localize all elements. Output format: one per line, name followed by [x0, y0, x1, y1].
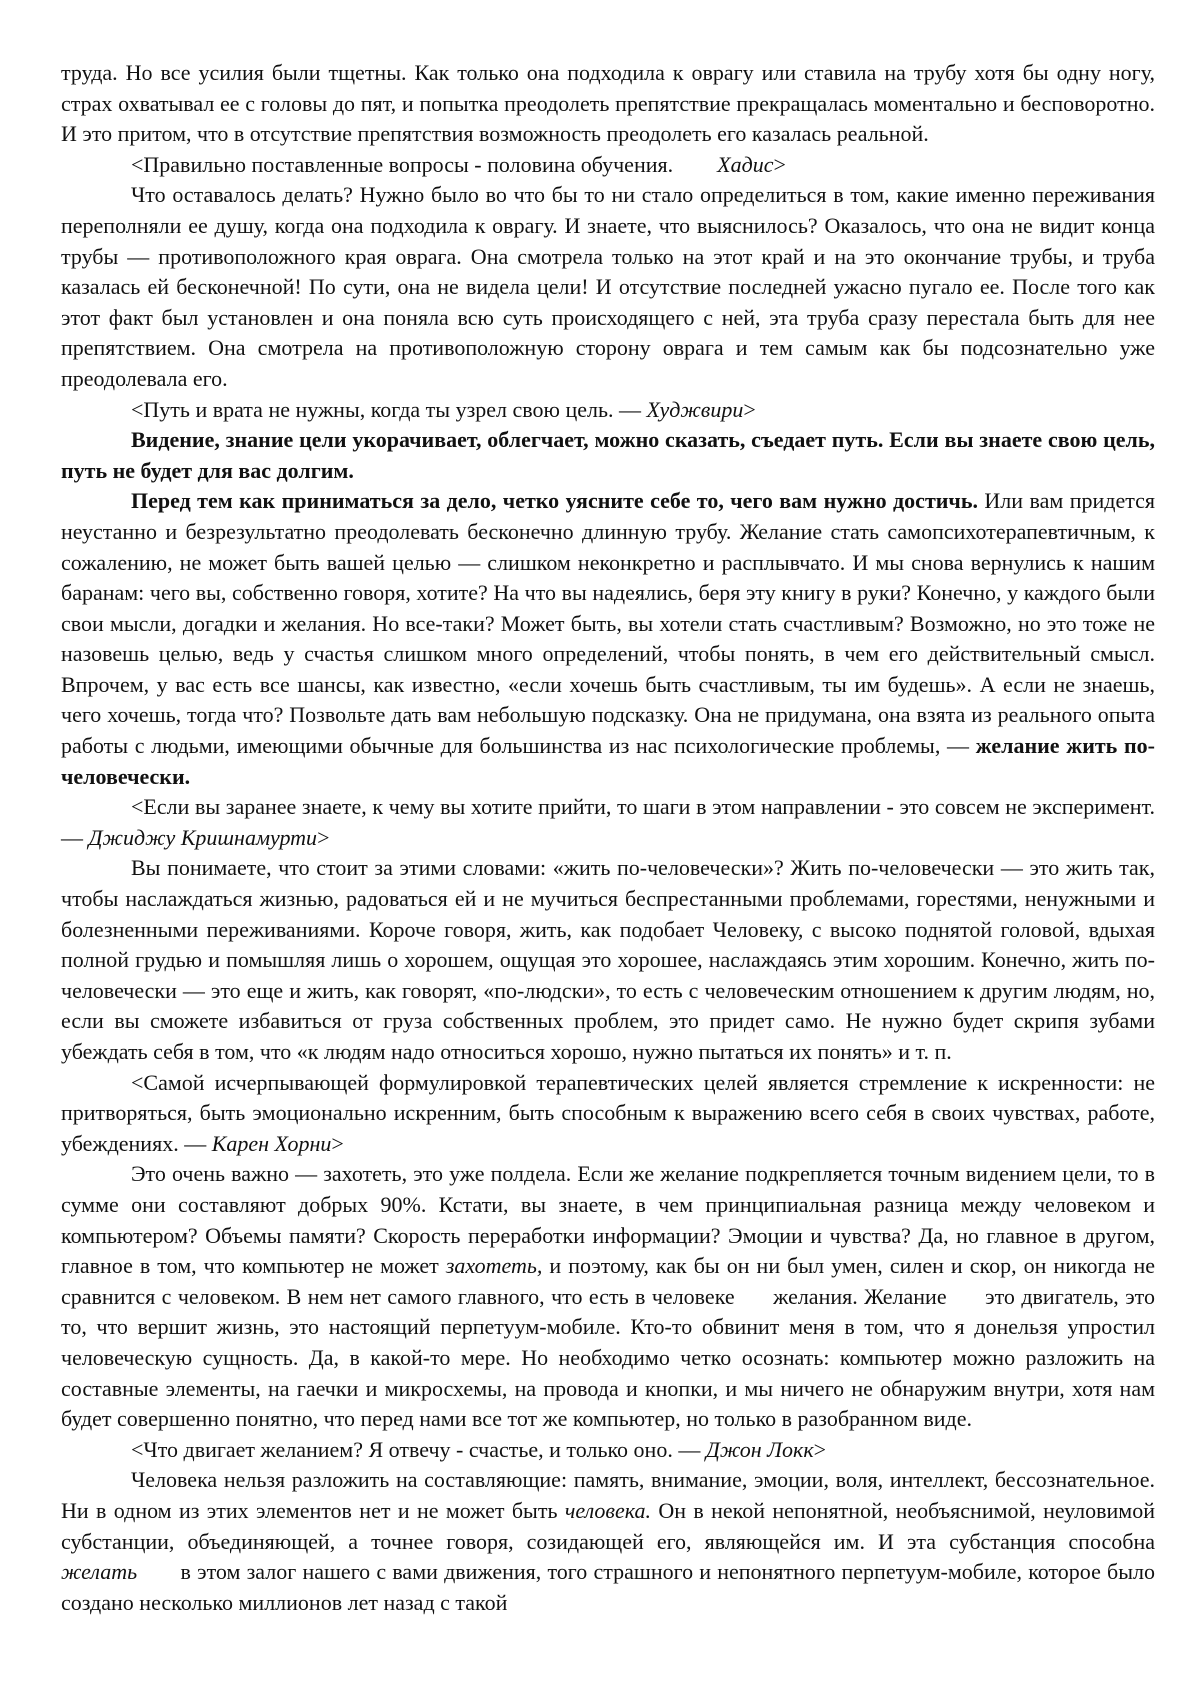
body-paragraph: [61, 853, 1155, 1067]
quote-paragraph: [61, 1435, 1155, 1466]
text-run: в этом залог нашего с вами движения, того страшного и непонятного перпетуум-мобиле, которое было создано несколько миллионов лет назад с такой: [61, 1559, 1155, 1615]
text-run: >: [773, 151, 786, 177]
text-run: и поэтому, как бы он ни был умен, силен и скор, он никогда не сравнится с человеком. В нем нет самого главного, что есть в человеке желания. Желание это двигатель, это то, что вершит жизнь, это настоящий перпетуум-мобиле. Кто-то обвинит меня в том, что я донельзя упростил человеческую сущность. Да, в какой-то мере. Но необходимо четко осознать: компьютер можно разложить на составные элементы, на гаечки и микросхемы, на провода и кнопки, и мы ничего не обнаружим внутри, хотя нам будет совершенно понятно, что перед нами все тот же компьютер, но только в разобранном виде.: [61, 1253, 1156, 1432]
body-paragraph: [61, 425, 1155, 486]
text-run: Вы понимаете, что стоит за этими словами: «жить по-человечески»? Жить по-человечески — это жить так, чтобы наслаждаться жизнью, радоваться ей и не мучиться беспрестанными проблемами, горестями, ненужными и болезненными переживаниями. Короче говоря, жить, как подобает Человеку, с высоко поднятой головой, вдыхая полной грудью и помышляя лишь о хорошем, ощущая это хорошее, наслаждаясь этим хорошим. Конечно, жить по-человечески — это еще и жить, как говорят, «по-людски», то есть с человеческим отношением к другим людям, но, если вы сможете избавиться от груза собственных проблем, это придет само. Не нужно будет скрипя зубами убеждать себя в том, что «к людям надо относиться хорошо, нужно пытаться их понять» и т. п.: [61, 855, 1155, 1064]
body-paragraph: [61, 1465, 1155, 1618]
body-paragraph: [61, 1068, 1155, 1160]
text-run: >: [743, 396, 756, 422]
italic-text: Худжвири: [646, 396, 744, 422]
text-run: >: [317, 824, 330, 850]
body-paragraph: [61, 486, 1155, 792]
text-run: <Правильно поставленные вопросы - половина обучения.: [131, 151, 718, 177]
quote-paragraph: [61, 150, 1155, 181]
text-run: <Путь и врата не нужны, когда ты узрел свою цель. —: [131, 396, 647, 422]
text-run: труда. Но все усилия были тщетны. Как только она подходила к оврагу или ставила на трубу хотя бы одну ногу, страх охватывал ее с головы до пят, и попытка преодолеть препятствие прекращалась моментально и бесповоротно. И это притом, что в отсутствие препятствия возможность преодолеть его казалась реальной.: [61, 60, 1155, 147]
text-run: Это очень важно — захотеть, это уже полдела. Если же желание подкрепляется точным видением цели, то в сумме они составляют добрых 90%. Кстати, вы знаете, в чем принципиальная разница между человеком и компьютером? Объемы памяти? Скорость переработки информации? Эмоции и чувства? Да, но главное в другом, главное в том, что компьютер не может: [61, 1161, 1155, 1279]
body-paragraph: [61, 58, 1155, 150]
body-paragraph: [61, 1159, 1155, 1434]
text-run: Что оставалось делать? Нужно было во что бы то ни стало определиться в том, какие именно переживания переполняли ее душу, когда она подходила к оврагу. И знаете, что выяснилось? Оказалось, что она не видит конца трубы — противоположного края оврага. Она смотрела только на этот край и на это окончание трубы, и труба казалась ей бесконечной! По сути, она не видела цели! И отсутствие последней ужасно пугало ее. После того как этот факт был установлен и она поняла всю суть происходящего с ней, эта труба сразу перестала быть для нее препятствием. Она смотрела на противоположную сторону оврага и тем самым как бы подсознательно уже преодолевала его.: [61, 182, 1155, 391]
text-run: <Если вы заранее знаете, к чему вы хотите прийти, то шаги в этом направлении - это совсем не эксперимент. —: [61, 794, 1155, 850]
italic-text: Хадис: [717, 151, 774, 177]
bold-text: Видение, знание цели укорачивает, облегчает, можно сказать, съедает путь. Если вы знаете свою цель, путь не будет для вас долгим.: [61, 427, 1155, 483]
text-run: <Самой исчерпывающей формулировкой терапевтических целей является стремление к искренности: не притворяться, быть эмоционально искренним, быть способным к выражению всего себя в своих чувствах, работе, убеждениях. —: [61, 1069, 1155, 1156]
quote-paragraph: [61, 395, 1155, 426]
text-run: <Что двигает желанием? Я отвечу - счастье, и только оно. —: [131, 1436, 706, 1462]
text-run: >: [331, 1130, 344, 1156]
italic-text: Джон Локк: [705, 1436, 814, 1462]
bold-text: желание жить по-человечески.: [61, 733, 1155, 789]
body-paragraph: [61, 180, 1155, 394]
italic-text: Джиджу Кришнамурти: [88, 824, 318, 850]
text-run: Он в некой непонятной, необъяснимой, неуловимой субстанции, объединяющей, а точнее говоря, созидающей его, являющейся им. И эта субстанция способна: [61, 1497, 1156, 1554]
text-run: Человека нельзя разложить на составляющие: память, внимание, эмоции, воля, интеллект, бессознательное. Ни в одном из этих элементов нет и не может быть: [61, 1467, 1155, 1523]
document-text-body: [61, 58, 1155, 1618]
text-run: Или вам придется неустанно и безрезультатно преодолевать бесконечно длинную трубу. Желание стать самопсихотерапевтичным, к сожалению, не может быть вашей целью — слишком неконкретно и расплывчато. И мы снова вернулись к нашим баранам: чего вы, собственно говоря, хотите? На что вы надеялись, беря эту книгу в руки? Конечно, у каждого были свои мысли, догадки и желания. Но все-таки? Может быть, вы хотели стать счастливым? Возможно, но это тоже не назовешь целью, ведь у счастья слишком много определений, чтобы понять, в чем его действительный смысл. Впрочем, у вас есть все шансы, как известно, «если хочешь быть счастливым, ты им будешь». А если не знаешь, чего хочешь, тогда что? Позвольте дать вам небольшую подсказку. Она не придумана, она взята из реального опыта работы с людьми, имеющими обычные для большинства из нас психологические проблемы, —: [61, 488, 1155, 759]
body-paragraph: [61, 792, 1155, 853]
italic-text: человека.: [564, 1497, 651, 1523]
italic-text: захотеть,: [445, 1253, 543, 1279]
italic-text: желать: [61, 1559, 138, 1585]
text-run: >: [813, 1436, 827, 1462]
bold-text: Перед тем как приниматься за дело, четко уясните себе то, чего вам нужно достичь.: [131, 488, 978, 514]
italic-text: Карен Хорни: [211, 1130, 332, 1156]
